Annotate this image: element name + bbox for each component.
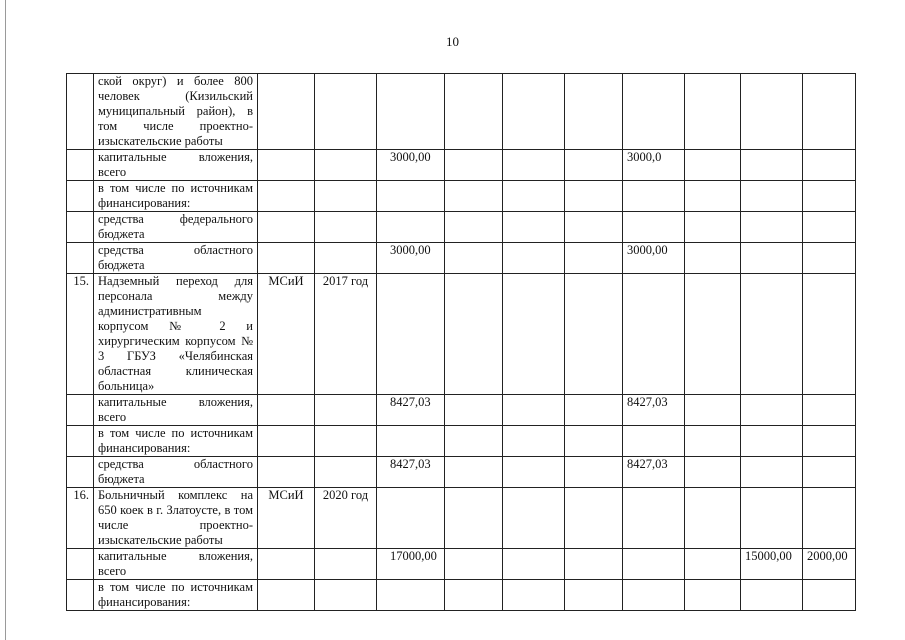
amount-cell: 3000,00	[377, 150, 445, 181]
amount-cell	[377, 426, 445, 457]
amount-cell	[741, 212, 803, 243]
organization-cell	[258, 181, 315, 212]
amount-cell	[445, 457, 503, 488]
row-number-cell	[67, 549, 94, 580]
row-number-cell	[67, 580, 94, 611]
amount-cell	[445, 74, 503, 150]
amount-cell	[565, 395, 623, 426]
amount-cell	[741, 580, 803, 611]
year-cell	[315, 426, 377, 457]
row-number-cell	[67, 150, 94, 181]
amount-cell	[803, 580, 856, 611]
amount-cell	[503, 426, 565, 457]
amount-cell	[565, 426, 623, 457]
amount-cell	[803, 395, 856, 426]
amount-cell	[445, 150, 503, 181]
amount-cell	[741, 274, 803, 395]
amount-cell: 17000,00	[377, 549, 445, 580]
row-number-cell	[67, 181, 94, 212]
amount-cell	[741, 150, 803, 181]
amount-cell	[741, 395, 803, 426]
amount-cell	[503, 212, 565, 243]
amount-cell	[377, 488, 445, 549]
organization-cell: МСиИ	[258, 274, 315, 395]
amount-cell: 3000,00	[623, 243, 685, 274]
organization-cell: МСиИ	[258, 488, 315, 549]
amount-cell	[623, 212, 685, 243]
amount-cell	[623, 181, 685, 212]
left-margin-rule	[5, 0, 6, 640]
table-row	[67, 549, 856, 580]
description-cell: капитальные вложения, всего	[94, 549, 258, 580]
amount-cell	[503, 549, 565, 580]
amount-cell	[565, 150, 623, 181]
year-cell	[315, 457, 377, 488]
table-row	[67, 395, 856, 426]
amount-cell	[623, 549, 685, 580]
table-row	[67, 150, 856, 181]
description-cell: капитальные вложения, всего	[94, 150, 258, 181]
amount-cell: 8427,03	[377, 395, 445, 426]
row-number-cell	[67, 212, 94, 243]
year-cell	[315, 549, 377, 580]
amount-cell	[503, 274, 565, 395]
table-row	[67, 74, 856, 150]
amount-cell	[445, 212, 503, 243]
amount-cell	[685, 395, 741, 426]
year-cell	[315, 74, 377, 150]
amount-cell	[377, 580, 445, 611]
year-cell	[315, 395, 377, 426]
amount-cell	[741, 74, 803, 150]
amount-cell	[565, 580, 623, 611]
description-cell: в том числе по источникам финансирования:	[94, 426, 258, 457]
amount-cell	[445, 243, 503, 274]
row-number-cell	[67, 395, 94, 426]
description-cell: средства федерального бюджета	[94, 212, 258, 243]
row-number-cell	[67, 74, 94, 150]
amount-cell	[503, 181, 565, 212]
amount-cell	[623, 580, 685, 611]
amount-cell: 3000,0	[623, 150, 685, 181]
amount-cell	[503, 150, 565, 181]
row-number-cell: 15.	[67, 274, 94, 395]
description-cell: ской округ) и более 800 человек (Кизильский муниципальный район), в том числе проектно-изыскательские работы	[94, 74, 258, 150]
amount-cell	[503, 243, 565, 274]
amount-cell	[445, 426, 503, 457]
amount-cell	[445, 549, 503, 580]
amount-cell: 8427,03	[623, 395, 685, 426]
description-cell: Больничный комплекс на 650 коек в г. Златоусте, в том числе проектно-изыскательские работы	[94, 488, 258, 549]
organization-cell	[258, 395, 315, 426]
description-cell: средства областного бюджета	[94, 457, 258, 488]
amount-cell	[623, 74, 685, 150]
amount-cell	[685, 243, 741, 274]
amount-cell	[565, 457, 623, 488]
year-cell	[315, 150, 377, 181]
year-cell: 2020 год	[315, 488, 377, 549]
amount-cell	[685, 580, 741, 611]
amount-cell	[803, 426, 856, 457]
amount-cell	[803, 243, 856, 274]
amount-cell	[741, 457, 803, 488]
row-number-cell: 16.	[67, 488, 94, 549]
organization-cell	[258, 457, 315, 488]
amount-cell	[685, 457, 741, 488]
description-cell: средства областного бюджета	[94, 243, 258, 274]
amount-cell	[803, 274, 856, 395]
amount-cell	[565, 488, 623, 549]
amount-cell	[503, 395, 565, 426]
amount-cell	[803, 74, 856, 150]
amount-cell	[377, 181, 445, 212]
amount-cell	[503, 74, 565, 150]
amount-cell	[445, 181, 503, 212]
amount-cell	[741, 243, 803, 274]
amount-cell	[685, 488, 741, 549]
organization-cell	[258, 243, 315, 274]
organization-cell	[258, 580, 315, 611]
amount-cell	[685, 181, 741, 212]
organization-cell	[258, 549, 315, 580]
capital-investment-table	[66, 73, 856, 611]
amount-cell	[803, 457, 856, 488]
amount-cell	[377, 212, 445, 243]
amount-cell	[445, 395, 503, 426]
amount-cell	[377, 74, 445, 150]
table-row	[67, 274, 856, 395]
row-number-cell	[67, 457, 94, 488]
amount-cell	[565, 74, 623, 150]
table-row	[67, 426, 856, 457]
row-number-cell	[67, 243, 94, 274]
description-cell: в том числе по источникам финансирования:	[94, 181, 258, 212]
table-body	[67, 74, 856, 611]
organization-cell	[258, 212, 315, 243]
amount-cell	[445, 580, 503, 611]
year-cell	[315, 181, 377, 212]
amount-cell	[565, 243, 623, 274]
amount-cell	[377, 274, 445, 395]
amount-cell	[803, 488, 856, 549]
table-row	[67, 181, 856, 212]
table-row	[67, 243, 856, 274]
description-cell: в том числе по источникам финансирования:	[94, 580, 258, 611]
year-cell: 2017 год	[315, 274, 377, 395]
amount-cell	[741, 488, 803, 549]
amount-cell	[565, 212, 623, 243]
description-cell: Надземный переход для персонала между административным корпусом № 2 и хирургическим корпусом № 3 ГБУЗ «Челябинская областная клиническая больница»	[94, 274, 258, 395]
amount-cell	[565, 549, 623, 580]
amount-cell	[623, 274, 685, 395]
organization-cell	[258, 426, 315, 457]
table-row	[67, 488, 856, 549]
table-row	[67, 457, 856, 488]
amount-cell	[565, 181, 623, 212]
amount-cell	[803, 181, 856, 212]
amount-cell	[503, 457, 565, 488]
row-number-cell	[67, 426, 94, 457]
organization-cell	[258, 150, 315, 181]
amount-cell	[685, 212, 741, 243]
amount-cell: 3000,00	[377, 243, 445, 274]
amount-cell	[503, 580, 565, 611]
amount-cell	[803, 212, 856, 243]
amount-cell	[741, 181, 803, 212]
amount-cell: 2000,00	[803, 549, 856, 580]
table-row	[67, 212, 856, 243]
page-number: 10	[446, 34, 459, 49]
table-row	[67, 580, 856, 611]
amount-cell	[503, 488, 565, 549]
amount-cell	[741, 426, 803, 457]
amount-cell: 8427,03	[377, 457, 445, 488]
year-cell	[315, 212, 377, 243]
amount-cell: 15000,00	[741, 549, 803, 580]
year-cell	[315, 580, 377, 611]
description-cell: капитальные вложения, всего	[94, 395, 258, 426]
amount-cell	[623, 488, 685, 549]
amount-cell	[685, 549, 741, 580]
amount-cell	[445, 488, 503, 549]
amount-cell	[685, 274, 741, 395]
amount-cell	[565, 274, 623, 395]
amount-cell	[685, 426, 741, 457]
amount-cell	[445, 274, 503, 395]
amount-cell	[803, 150, 856, 181]
year-cell	[315, 243, 377, 274]
amount-cell	[685, 150, 741, 181]
amount-cell	[623, 426, 685, 457]
amount-cell: 8427,03	[623, 457, 685, 488]
organization-cell	[258, 74, 315, 150]
amount-cell	[685, 74, 741, 150]
